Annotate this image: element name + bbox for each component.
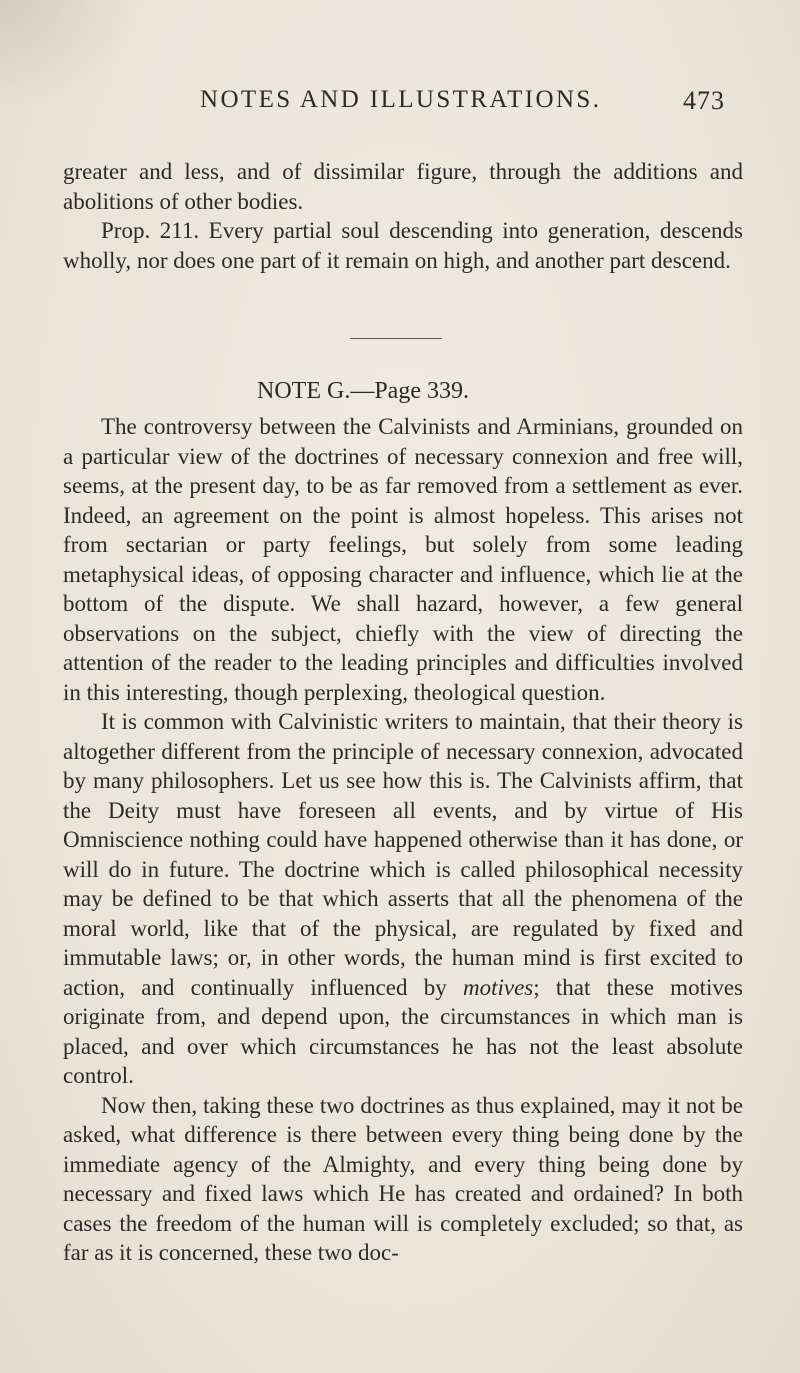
paragraph-2-italic: motives: [463, 974, 534, 1000]
running-head: [0, 86, 800, 126]
running-title: NOTES AND ILLUSTRATIONS.: [200, 86, 602, 113]
prop-211: Prop. 211. Every partial soul descending into generation, descends wholly, nor does one part of it remain on high, and another part descend.: [63, 218, 743, 273]
opening-text: [63, 157, 743, 275]
note-paragraph-2: [63, 707, 743, 1091]
paragraph-2-part-2: ; that these motives originate from, and depend upon, the circumstances in which man is placed, and over which circumstances he has not the least absolute control.: [63, 974, 744, 1088]
note-body: [63, 412, 743, 1268]
note-paragraph-3: Now then, taking these two doctrines as thus explained, may it not be asked, what difference is there between every thing being done by the immediate agency of the Almighty, and every thing being done by necessary and fixed laws which He has created and ordained? In both cases the freedom of the human will is completely excluded; so that, as far as it is concerned, these two doc-: [63, 1092, 743, 1265]
prop-continuation: greater and less, and of dissimilar figure, through the additions and abolitions of other bodies.: [63, 159, 743, 214]
note-heading: NOTE G.—Page 339.: [257, 378, 469, 404]
section-divider: [350, 338, 442, 339]
paragraph-2-part-1: It is common with Calvinistic writers to maintain, that their theory is altogether different from the principle of necessary connexion, advocated by many philosophers. Let us see how this is. The Calvinists affirm, that the Deity must have foreseen all events, and by virtue of His Omniscience nothing could have happened otherwise than it has done, or will do in future. The doctrine which is called philosophical necessity may be defined to be that which asserts that all the phenomena of the moral world, like that of the physical, are regulated by fixed and immutable laws; or, in other words, the human mind is first excited to action, and continually influenced by: [63, 709, 743, 1000]
page-number: 473: [683, 86, 725, 115]
note-paragraph-1: The controversy between the Calvinists and Arminians, grounded on a particular view of the doctrines of necessary connexion and free will, seems, at the present day, to be as far removed from a settlement as ever. Indeed, an agreement on the point is almost hopeless. This arises not from sectarian or party feelings, but solely from some leading metaphysical ideas, of opposing character and influence, which lie at the bottom of the dispute. We shall hazard, however, a few general observations on the subject, chiefly with the view of directing the attention of the reader to the leading principles and difficulties involved in this interesting, though perplexing, theological question.: [63, 414, 743, 705]
